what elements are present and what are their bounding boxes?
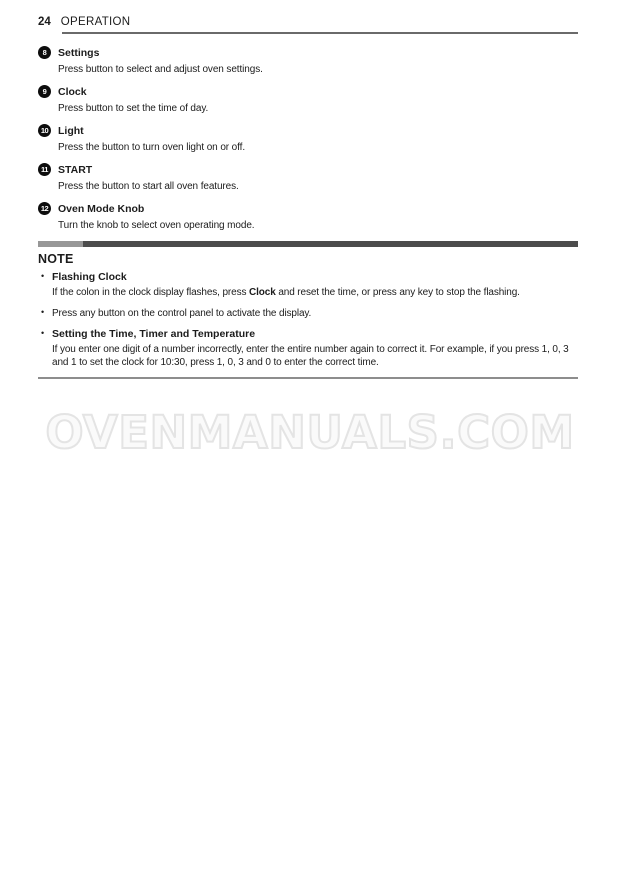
feature-description: Turn the knob to select oven operating mode. [58,220,255,231]
feature-list [38,46,578,231]
bottom-rule [38,377,578,379]
feature-title: Light [58,124,84,137]
feature-title: Clock [58,85,87,98]
page-number: 24 [38,16,51,28]
page-header [38,16,578,28]
feature-head [38,163,578,176]
section-title: OPERATION [60,16,131,28]
feature-description: Press the button to turn oven light on or off. [58,142,246,153]
feature-description: Press button to set the time of day. [58,103,209,114]
feature-item-clock [38,85,578,114]
note-bullet-setting-time [38,328,578,369]
bullet-text-bold: Clock [249,287,276,298]
numbered-circle-8-icon: 8 [38,46,51,59]
feature-head [38,46,578,59]
note-bullet-flashing-clock [38,271,578,299]
note-heading: NOTE [38,252,74,266]
feature-title: Oven Mode Knob [58,202,145,215]
feature-item-start [38,163,578,192]
feature-item-settings [38,46,578,75]
manual-page [0,0,620,379]
bullet-text-before: If the colon in the clock display flashes, press [52,287,250,298]
section-divider-bar [38,241,578,247]
bullet-title: • Setting the Time, Timer and Temperature [52,328,256,340]
feature-title: START [58,163,93,176]
bullet-text: • Press any button on the control panel to activate the display. [52,308,312,319]
feature-head [38,124,578,137]
note-bullet-activate-display [38,307,578,320]
numbered-circle-12-icon: 12 [38,202,51,215]
bullet-text-after: and reset the time, or press any key to stop the flashing. [275,287,520,298]
bullet-title: • Flashing Clock [52,271,127,283]
feature-head [38,85,578,98]
feature-description: Press button to select and adjust oven settings. [58,64,263,75]
feature-item-light [38,124,578,153]
feature-title: Settings [58,46,100,59]
numbered-circle-9-icon: 9 [38,85,51,98]
numbered-circle-10-icon: 10 [38,124,51,137]
numbered-circle-11-icon: 11 [38,163,51,176]
bullet-text: If you enter one digit of a number incorrectly, enter the entire number again to correct it. For example, if you press 1, 0, 3 and 1 to set the clock for 10:30, press 1, 0, 3 and 0 to enter the correct time. [52,344,569,368]
feature-head [38,202,578,215]
note-bullet-list [38,271,578,369]
header-rule [62,32,578,34]
watermark: OVENMANUALS.COM [45,406,575,459]
feature-item-oven-mode-knob [38,202,578,231]
feature-description: Press the button to start all oven features. [58,181,239,192]
bullet-text [52,286,578,299]
